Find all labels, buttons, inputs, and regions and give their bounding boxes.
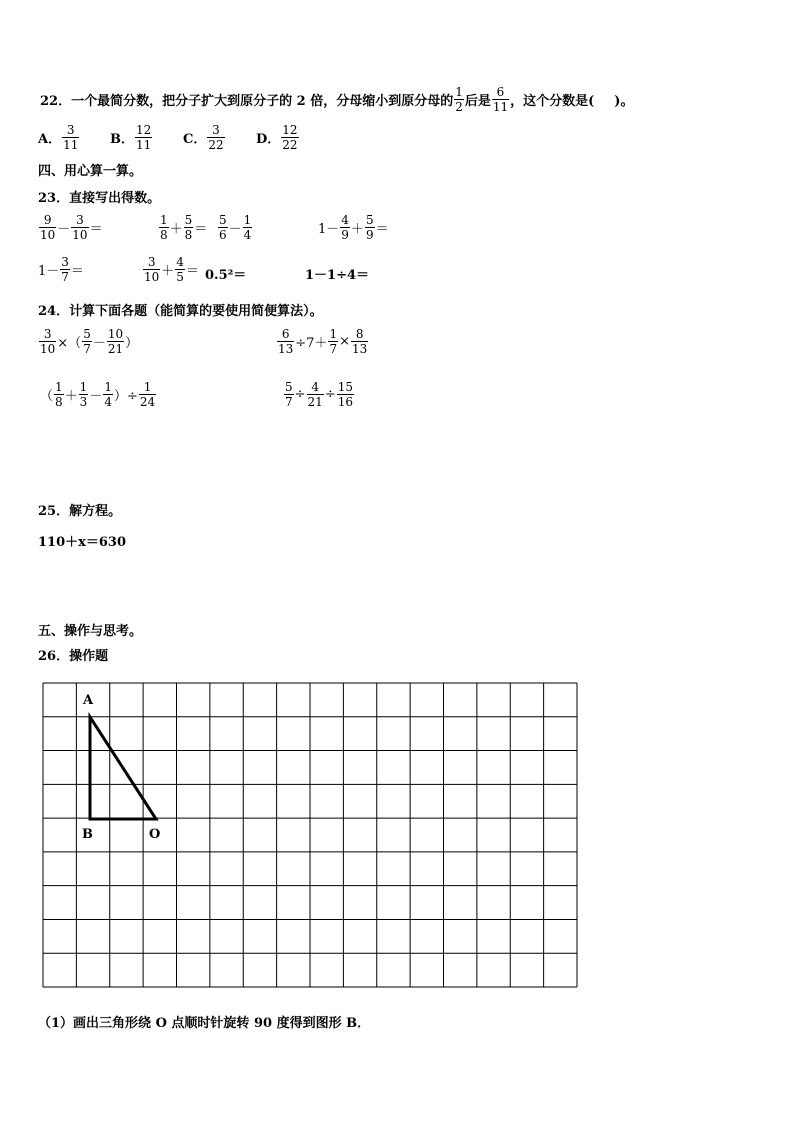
q26-instruction: （1）画出三角形绕 O 点顺时针旋转 90 度得到图形 B． — [38, 1016, 371, 1031]
fraction-denominator: 7 — [329, 342, 338, 356]
fraction — [340, 213, 350, 242]
fraction-numerator: 4 — [176, 255, 184, 269]
operator: ÷ — [294, 387, 306, 402]
fraction-denominator: 21 — [107, 342, 124, 356]
q23-expr-1 — [38, 213, 103, 242]
fraction-denominator: 22 — [282, 138, 298, 152]
fraction-numerator: 5 — [184, 213, 193, 227]
fraction-denominator: 11 — [492, 100, 509, 114]
fraction-denominator: 8 — [184, 228, 193, 242]
fraction-denominator: 11 — [136, 138, 152, 152]
section-5-title: 五、操作与思考。 — [38, 624, 143, 639]
triangle-shape — [90, 717, 156, 819]
option-a[interactable] — [38, 123, 110, 152]
option-label: A． — [38, 132, 62, 147]
fraction — [54, 380, 64, 409]
fraction-denominator: 8 — [55, 395, 63, 409]
option-fraction — [207, 123, 224, 152]
fraction-numerator: 1 — [104, 380, 112, 394]
q22-options — [38, 123, 300, 152]
fraction-denominator: 4 — [243, 228, 252, 242]
question-22 — [40, 85, 633, 114]
equals: ＝ — [89, 222, 103, 237]
fraction-numerator: 1 — [329, 327, 338, 341]
fraction-numerator: 4 — [307, 380, 324, 395]
fraction-numerator: 6 — [277, 327, 294, 342]
fraction-denominator: 2 — [455, 100, 463, 114]
fraction — [307, 380, 324, 409]
fraction — [79, 380, 89, 409]
fraction-denominator: 8 — [160, 228, 168, 242]
option-label: D． — [256, 132, 281, 147]
fraction-denominator: 10 — [72, 228, 88, 242]
operator: － — [89, 389, 103, 404]
fraction — [243, 213, 253, 242]
fraction-numerator: 12 — [136, 123, 152, 137]
operator: ÷7＋ — [295, 336, 328, 351]
fraction — [107, 327, 124, 356]
operator: （ — [40, 389, 54, 404]
label-b: B — [82, 827, 93, 842]
fraction-numerator: 3 — [207, 123, 224, 138]
q24-problem-4 — [283, 380, 355, 409]
fraction-numerator: 1 — [79, 380, 88, 394]
fraction-denominator: 22 — [208, 138, 224, 152]
grid-lines — [43, 683, 577, 987]
fraction — [71, 213, 88, 242]
fraction — [328, 327, 338, 356]
fraction-denominator: 7 — [61, 270, 69, 284]
fraction — [218, 213, 228, 242]
fraction — [103, 380, 113, 409]
fraction-denominator: 9 — [341, 228, 349, 242]
q24-problem-2 — [276, 327, 369, 356]
fraction-denominator: 11 — [63, 138, 79, 152]
operator: ÷ — [324, 387, 336, 402]
equals: ＝ — [375, 222, 389, 237]
q22-fraction-half — [454, 85, 464, 114]
q22-text-a: 一个最简分数，把分子扩大到原分子的 2 倍，分母缩小到原分母的 — [71, 94, 454, 109]
equals: ＝ — [185, 264, 199, 279]
fraction-numerator: 1 — [243, 213, 252, 227]
q22-text-c: ，这个分数是( — [510, 94, 595, 109]
fraction-numerator: 9 — [39, 213, 56, 228]
q23-expr-7: 0.5²＝ — [205, 268, 247, 283]
fraction-denominator: 7 — [285, 395, 293, 409]
operator: ×（ — [57, 336, 82, 351]
label-a: A — [83, 693, 94, 708]
option-label: B． — [110, 132, 134, 147]
option-fraction — [281, 123, 298, 152]
fraction-numerator: 1 — [55, 380, 63, 394]
fraction-numerator: 3 — [39, 327, 56, 342]
q23-expr-8: 1－1÷4＝ — [305, 268, 370, 283]
section-4-title: 四、用心算一算。 — [38, 164, 143, 179]
fraction-numerator: 3 — [62, 123, 79, 138]
q22-text-d: )。 — [614, 94, 634, 109]
fraction — [337, 380, 354, 409]
q22-number: 22． — [40, 94, 72, 109]
fraction-numerator: 12 — [282, 123, 298, 137]
option-fraction — [135, 123, 152, 152]
fraction-denominator: 13 — [278, 342, 294, 356]
fraction-numerator: 5 — [285, 380, 293, 394]
q22-text-b: 后是 — [464, 94, 491, 109]
fraction-numerator: 3 — [71, 213, 88, 228]
option-d[interactable] — [256, 123, 300, 152]
fraction-numerator: 5 — [219, 213, 227, 227]
equals: ＝ — [194, 222, 208, 237]
equals: ＝ — [70, 264, 84, 279]
operator: × — [339, 334, 350, 349]
fraction-numerator: 1 — [160, 213, 168, 227]
fraction — [139, 380, 156, 409]
operator: ＋ — [64, 389, 78, 404]
fraction — [159, 213, 169, 242]
question-25-title: 25．解方程。 — [38, 504, 122, 519]
q23-expr-6 — [142, 255, 199, 284]
fraction — [39, 327, 56, 356]
operator: － — [57, 222, 71, 237]
operator: ＋ — [169, 222, 183, 237]
fraction-denominator: 24 — [139, 395, 156, 409]
fraction-numerator: 10 — [107, 327, 124, 341]
fraction — [60, 255, 70, 284]
q25-equation: 110＋x＝630 — [38, 535, 127, 550]
fraction-denominator: 7 — [83, 342, 91, 356]
question-26-title: 26．操作题 — [38, 649, 109, 664]
question-24-title: 24．计算下面各题（能简算的要使用简便算法）。 — [38, 304, 323, 319]
operator: ）÷ — [113, 389, 138, 404]
fraction-denominator: 16 — [337, 395, 354, 409]
fraction — [277, 327, 294, 356]
fraction-numerator: 4 — [341, 213, 349, 227]
fraction-denominator: 13 — [352, 342, 368, 356]
q23-expr-2 — [158, 213, 207, 242]
operator: ＋ — [161, 264, 175, 279]
operator: ） — [125, 336, 139, 351]
fraction — [365, 213, 375, 242]
operator: 1－ — [38, 264, 60, 279]
fraction-denominator: 10 — [40, 342, 56, 356]
fraction-numerator: 3 — [61, 255, 69, 269]
option-fraction — [62, 123, 79, 152]
fraction — [82, 327, 92, 356]
q24-problem-3 — [40, 380, 157, 409]
fraction — [184, 213, 194, 242]
fraction-numerator: 3 — [143, 255, 160, 270]
q22-fraction-result — [492, 85, 509, 114]
option-c[interactable] — [183, 123, 256, 152]
fraction-denominator: 21 — [307, 395, 323, 409]
operator: ＋ — [350, 222, 364, 237]
fraction-denominator: 10 — [144, 270, 160, 284]
q24-problem-1 — [38, 327, 138, 356]
fraction — [284, 380, 294, 409]
fraction-denominator: 9 — [365, 228, 374, 242]
fraction-denominator: 4 — [104, 395, 112, 409]
fraction-denominator: 3 — [79, 395, 88, 409]
fraction-numerator: 8 — [351, 327, 368, 342]
q23-expr-3 — [217, 213, 253, 242]
fraction — [351, 327, 368, 356]
drawing-grid[interactable] — [42, 682, 578, 988]
operator: － — [92, 336, 106, 351]
fraction — [39, 213, 56, 242]
fraction-numerator: 6 — [492, 85, 509, 100]
operator: 1－ — [318, 222, 340, 237]
fraction-numerator: 5 — [365, 213, 374, 227]
fraction-numerator: 15 — [337, 380, 354, 394]
fraction-numerator: 5 — [83, 327, 91, 341]
label-o: O — [149, 827, 161, 842]
fraction-numerator: 1 — [455, 85, 463, 99]
question-23-title: 23．直接写出得数。 — [38, 191, 161, 206]
fraction-denominator: 10 — [40, 228, 56, 242]
q23-expr-4 — [318, 213, 389, 242]
option-b[interactable] — [110, 123, 183, 152]
fraction — [175, 255, 185, 284]
option-label: C． — [183, 132, 207, 147]
q23-expr-5 — [38, 255, 84, 284]
fraction-denominator: 5 — [176, 270, 184, 284]
fraction — [143, 255, 160, 284]
fraction-numerator: 1 — [139, 380, 156, 395]
operator: － — [228, 222, 242, 237]
fraction-denominator: 6 — [219, 228, 227, 242]
